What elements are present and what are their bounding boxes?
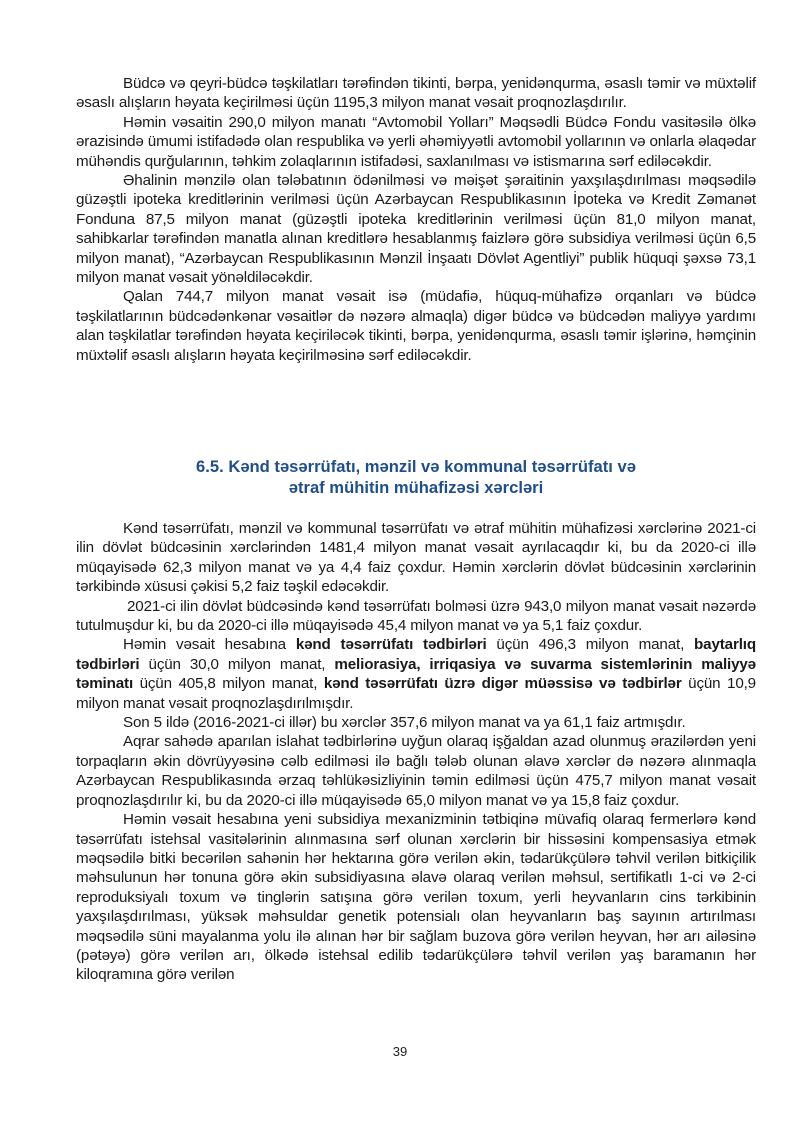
document-page — [76, 74, 756, 984]
text-run: üçün 10,9 milyon manat vəsait proqnozlaşdırılmışdır. — [76, 675, 756, 712]
paragraph: Əhalinin mənzilə olan tələbatının ödənilməsi və məişət şəraitinin yaxşılaşdırılması məqsədilə güzəştli ipoteka kreditlərinin verilməsi üçün Azərbaycan Respublikasının İpoteka və Kredit Zəmanət Fonduna 87,5 milyon manat (güzəştli ipoteka kreditlərinin verilməsi üçün 81,0 milyon manat, sahibkarlar tərəfindən manatla alınan kreditlərə hesablanmış faizlərə görə subsidiya verilməsi üçün 6,5 milyon manat), “Azərbaycan Respublikasının Mənzil İnşaatı Dövlət Agentliyi” publik hüquqi şəxsə 73,1 milyon manat vəsait yönəldiləcəkdir. — [76, 172, 756, 287]
bold-term: kənd təsərrüfatı tədbirləri — [295, 636, 487, 654]
paragraph: Kənd təsərrüfatı, mənzil və kommunal təsərrüfatı və ətraf mühitin mühafizəsi xərclərinə 2021-ci ilin dövlət büdcəsinin xərclərindən 1481,4 milyon manat vəsait ayrılacaqdır ki, bu da 2020-ci illə müqayisədə 62,3 milyon manat və ya 4,4 faiz çoxdur. Həmin xərclərin dövlət büdcəsinin xərclərinin tərkibində xüsusi çəkisi 5,2 faiz təşkil edəcəkdir. — [76, 520, 756, 596]
paragraph: 2021-ci ilin dövlət büdcəsində kənd təsərrüfatı bolməsi üzrə 943,0 milyon manat vəsait nəzərdə tutulmuşdur ki, bu da 2020-ci illə müqayisədə 45,4 milyon manat və ya 5,1 faiz çoxdur. — [76, 597, 756, 635]
bold-term: baytarlıq tədbirləri — [76, 636, 756, 673]
paragraph: Həmin vəsaitin 290,0 milyon manatı “Avtomobil Yolları” Məqsədli Büdcə Fondu vasitəsilə ölkə ərazisində ümumi istifadədə olan respublika və yerli əhəmiyyətli avtomobil yollarının və onlarla əlaqədar mühəndis qurğularının, təhkim zolaqlarının istifadəsi, saxlanılması və istismarına sərf ediləcəkdir. — [76, 113, 756, 170]
section-body — [76, 519, 756, 985]
text-run: üçün 30,0 milyon manat, — [139, 655, 335, 673]
paragraph: Son 5 ildə (2016-2021-ci illər) bu xərclər 357,6 milyon manat va ya 61,1 faiz artmışdır. — [123, 714, 686, 732]
paragraph: Qalan 744,7 milyon manat vəsait isə (müdafiə, hüquq-mühafizə orqanları və büdcə təşkilatlarının büdcədənkənar vəsaitlər də nəzərə almaqla) digər büdcə və büdcədən maliyyə yardımı alan təşkilatlar tərəfindən həyata keçiriləcək tikinti, bərpa, yenidənqurma, əsaslı təmir işlərinə, həmçinin müxtəlif əsaslı alışların həyata keçirilməsinə sərf ediləcəkdir. — [76, 288, 756, 364]
paragraph: Aqrar sahədə aparılan islahat tədbirlərinə uyğun olaraq işğaldan azad olunmuş ərazilərdən yeni torpaqların əkin dövrüyyəsinə cəlb edilməsi ilə bağlı tələb olunan əlavə xərclər də nəzərə alınmaqla Azərbaycan Respublikasında ərzaq təhlükəsizliyinin təmin edilməsi üçün 475,7 milyon manat vəsait proqnozlaşdırılır ki, bu da 2020-ci illə müqayisədə 65,0 milyon manat və ya 15,8 faiz çoxdur. — [76, 733, 756, 809]
text-run: üçün 405,8 milyon manat, — [133, 675, 324, 693]
intro-section — [76, 74, 756, 365]
section-heading-line-1: 6.5. Kənd təsərrüfatı, mənzil və kommunal təsərrüfatı və — [196, 457, 636, 476]
text-run: Həmin vəsait hesabına — [123, 636, 296, 654]
section-heading — [76, 456, 756, 498]
page-number: 39 — [392, 1044, 408, 1059]
paragraph: Büdcə və qeyri-büdcə təşkilatları tərəfindən tikinti, bərpa, yenidənqurma, əsaslı təmir və müxtəlif əsaslı alışların həyata keçirilməsi üçün 1195,3 milyon manat vəsait proqnozlaşdırılır. — [76, 75, 756, 112]
text-run: üçün 496,3 milyon manat, — [486, 636, 695, 654]
section-heading-line-2: ətraf mühitin mühafizəsi xərcləri — [288, 478, 544, 497]
paragraph: Həmin vəsait hesabına yeni subsidiya mexanizminin tətbiqinə müvafiq olaraq fermerlərə kənd təsərrüfatı istehsal vasitələrinin alınmasına sərf olunan xərclərin bir hissəsini kompensasiya etmək məqsədilə bitki becərilən sahənin hər hektarına görə verilən əkin, tədarükçülərə təhvil verilən bitkiçilik məhsulunun hər tonuna görə əkin subsidiyasına əlavə olaraq verilən məhsul, sertifikatlı 1-ci və 2-ci reproduksiyalı toxum və tinglərin satışına görə verilən toxum, yerli heyvanların cins tərkibinin yaxşılaşdırılması, yüksək məhsuldar genetik potensialı olan heyvanların baş sayının artırılması məqsədilə süni mayalanma yolu ilə alınan hər bir sağlam buzova görə verilən heyvan, hər arı ailəsinə (pətəyə) görə verilən arı, ölkədə istehsal edilib tədarükçülərə təhvil verilən yaş baramanın hər kiloqramına görə verilən — [76, 811, 756, 984]
funding-paragraph — [76, 635, 756, 713]
bold-term: kənd təsərrüfatı üzrə digər müəssisə və tədbirlər — [323, 675, 682, 693]
bold-term: meliorasiya, irriqasiya və suvarma sistemlərinin maliyyə təminatı — [76, 655, 756, 693]
